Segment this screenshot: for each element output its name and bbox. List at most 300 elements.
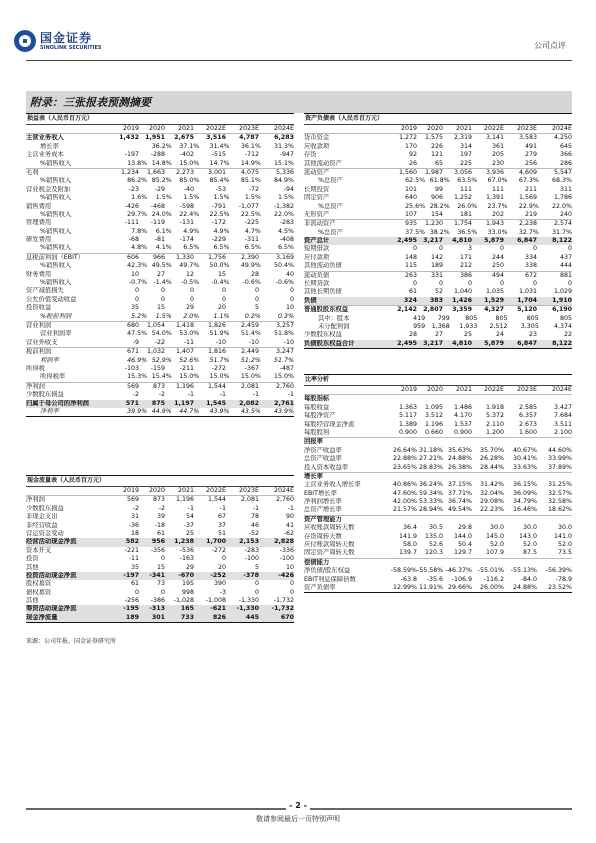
table-cell: 0 — [532, 280, 537, 288]
year-header-cell: 2022E — [205, 125, 226, 132]
table-row — [304, 464, 572, 472]
row-label: 资产减值损失 — [26, 287, 64, 295]
table-cell: 38.2% — [429, 228, 450, 236]
table-cell: 286 — [559, 159, 572, 167]
table-cell: 27.21% — [418, 455, 443, 463]
table-cell: 36.1% — [240, 142, 261, 150]
table-cell: 0 — [289, 588, 294, 596]
table-cell: 0 — [438, 245, 443, 253]
row-label: 每股净资产 — [304, 412, 336, 420]
table-row — [304, 151, 572, 159]
table-cell: -2 — [132, 391, 139, 399]
table-row — [26, 313, 294, 321]
table-cell: -22 — [154, 338, 165, 346]
table-cell: 256 — [524, 159, 537, 167]
table-cell: 0 — [532, 245, 537, 253]
table-cell: 35.63% — [447, 446, 472, 454]
table-cell: 0 — [289, 287, 294, 295]
table-cell — [472, 395, 504, 403]
table-cell: 826 — [212, 613, 226, 621]
table-cell: -63.8 — [400, 575, 417, 583]
row-label: 营业外收支 — [26, 338, 58, 346]
table-cell: 1,054 — [146, 321, 165, 329]
table-cell — [118, 143, 147, 151]
table-row — [304, 262, 572, 270]
row-label: 投资活动现金净流 — [26, 571, 77, 579]
table-cell — [386, 559, 417, 567]
row-label: 固定资产 — [304, 194, 330, 202]
table-cell: -103 — [124, 364, 139, 372]
table-row — [304, 506, 572, 514]
table-row — [304, 168, 572, 177]
row-label: 资产总计 — [304, 237, 330, 245]
table-cell: 1,544 — [207, 496, 226, 504]
table-cell: 171 — [459, 253, 472, 261]
table-cell: 1,560 — [398, 168, 417, 176]
ratio-analysis-table — [304, 374, 572, 593]
table-cell: -56.39% — [545, 567, 572, 575]
row-label: 流动资产 — [304, 168, 330, 176]
table-cell: 0 — [221, 555, 226, 563]
table-cell: 1,040 — [453, 288, 472, 296]
table-cell: 805 — [559, 314, 572, 322]
table-cell: -40 — [183, 185, 194, 193]
row-label: %销售收入 — [40, 177, 72, 185]
table-cell: 12.99% — [392, 583, 417, 591]
table-cell: 141.9 — [398, 532, 417, 540]
table-row — [26, 177, 294, 185]
table-cell: 1,529 — [484, 296, 504, 304]
table-cell: -598 — [179, 202, 194, 210]
table-cell: 59.34% — [418, 489, 443, 497]
table-row — [304, 576, 572, 584]
table-cell: -78.9 — [555, 575, 572, 583]
table-cell: 6.5% — [244, 244, 261, 252]
table-cell: -0.4% — [211, 279, 230, 287]
year-header-cell: 2024E — [273, 487, 294, 494]
table-cell: -288 — [150, 151, 165, 159]
table-cell: 2.110 — [485, 420, 504, 428]
table-cell: 1,756 — [207, 253, 226, 261]
row-label: 少数股东损益 — [26, 391, 64, 399]
row-label: 其他长期负债 — [304, 288, 342, 296]
page-header — [0, 0, 596, 62]
row-label: 其他 — [26, 597, 39, 605]
header-divider — [26, 60, 572, 61]
ratio-year-header — [304, 386, 572, 394]
table-cell: 15.0% — [209, 373, 230, 381]
table-cell — [504, 516, 537, 524]
table-cell: 85.0% — [179, 177, 200, 185]
table-row — [304, 549, 572, 557]
table-row — [304, 254, 572, 262]
table-cell: 22.9% — [518, 202, 539, 210]
table-cell: 43.9% — [273, 407, 294, 415]
table-cell: 437 — [559, 253, 572, 261]
table-cell: 22.5% — [209, 210, 230, 218]
table-cell: 32.7% — [518, 228, 539, 236]
table-cell: 1,704 — [517, 296, 537, 304]
table-cell: 1,910 — [552, 296, 572, 304]
table-cell: 35 — [130, 304, 139, 312]
table-row — [304, 472, 572, 481]
table-row — [304, 297, 572, 305]
table-cell: 44.9% — [151, 407, 172, 415]
table-cell: 51.4% — [240, 330, 261, 338]
table-cell — [417, 516, 443, 524]
table-cell: 1,544 — [207, 382, 226, 390]
table-cell — [443, 395, 472, 403]
table-row — [304, 412, 572, 420]
table-cell: 41 — [285, 521, 294, 529]
table-cell: 144.0 — [453, 532, 472, 540]
table-cell: 4.8% — [131, 244, 148, 252]
income-statement-table — [26, 113, 294, 417]
table-row — [26, 547, 294, 555]
table-cell: 1,032 — [146, 348, 165, 356]
table-cell: -81 — [154, 236, 165, 244]
header-spacer — [26, 125, 108, 133]
row-label: 净利润 — [26, 382, 45, 390]
table-cell: 4.7% — [244, 227, 261, 235]
table-cell: 12 — [185, 270, 194, 278]
table-cell: 52.0 — [522, 541, 537, 549]
table-cell: -1,077 — [238, 202, 259, 210]
table-row — [26, 287, 294, 295]
table-cell: 27 — [156, 270, 165, 278]
row-label: %销售收入 — [40, 244, 72, 252]
table-cell: 1,407 — [175, 348, 194, 356]
table-cell: -283 — [279, 219, 294, 227]
table-cell: 3,141 — [485, 134, 504, 142]
logo-name-en: SINOLINK SECURITIES — [40, 44, 102, 51]
table-cell: 10 — [130, 270, 139, 278]
table-cell: 1,029 — [553, 288, 572, 296]
table-cell: 15.0% — [179, 159, 200, 167]
table-cell: 2.673 — [518, 420, 537, 428]
table-cell: 52.6 — [428, 541, 443, 549]
table-row — [26, 522, 294, 530]
table-cell: 61 — [408, 288, 417, 296]
row-label: 回报率 — [304, 438, 323, 446]
table-cell: 15 — [156, 304, 165, 312]
table-cell: 170 — [404, 142, 417, 150]
row-label: 资产管理能力 — [304, 515, 342, 523]
table-cell: 54.0% — [151, 330, 172, 338]
table-cell: 67.3% — [518, 177, 539, 185]
row-label: 负债 — [304, 296, 317, 304]
table-cell: 36.5% — [457, 228, 478, 236]
table-cell: 1,391 — [485, 194, 504, 202]
table-cell: 1.389 — [398, 420, 417, 428]
table-cell: 0 — [134, 588, 139, 596]
table-cell: -252 — [210, 571, 226, 579]
table-cell: 1,035 — [485, 288, 504, 296]
table-cell: 0 — [160, 555, 165, 563]
table-cell: 53.0% — [179, 330, 200, 338]
row-label: 投入资本收益率 — [304, 463, 349, 471]
table-row — [304, 280, 572, 288]
table-cell: 338 — [524, 262, 537, 270]
table-cell: 334 — [524, 253, 537, 261]
table-cell — [443, 473, 472, 481]
table-cell: 2,828 — [274, 538, 294, 546]
table-cell: 0.900 — [453, 428, 472, 436]
table-cell: -1 — [252, 391, 259, 399]
table-cell: 22.4% — [179, 210, 200, 218]
table-cell: 2,495 — [397, 237, 417, 245]
row-label: 股权募资 — [26, 580, 52, 588]
table-cell: 1.196 — [424, 420, 443, 428]
table-cell: 22 — [563, 331, 572, 339]
table-cell: 0 — [254, 588, 259, 596]
table-cell: -58.59% — [390, 567, 417, 575]
table-cell: 5.117 — [398, 412, 417, 420]
row-label: 应收款项 — [304, 142, 330, 150]
table-cell: 6.1% — [155, 227, 172, 235]
table-cell: 25 — [185, 529, 194, 537]
table-cell: 444 — [559, 262, 572, 270]
table-cell: 36.4 — [402, 524, 417, 532]
table-cell: 51.2% — [240, 356, 261, 364]
table-cell: 0 — [467, 280, 472, 288]
appendix-banner — [26, 91, 572, 113]
table-cell — [504, 473, 537, 481]
table-cell: 15 — [156, 563, 165, 571]
row-label: 长期投资 — [304, 185, 330, 193]
table-row — [304, 271, 572, 280]
row-label: 债权募资 — [26, 588, 52, 596]
table-cell: 15.4% — [151, 373, 172, 381]
table-cell: 15.0% — [240, 373, 261, 381]
table-cell: 1,700 — [206, 538, 226, 546]
table-cell: 5.372 — [485, 412, 504, 420]
year-header-cell: 2019 — [400, 125, 417, 132]
table-cell: -163 — [179, 555, 194, 563]
table-cell: 28 — [250, 270, 259, 278]
table-cell: 491 — [524, 142, 537, 150]
table-cell: 15 — [217, 270, 226, 278]
row-label: %销售收入 — [40, 279, 72, 287]
row-label: 公允价值变动收益 — [26, 295, 77, 303]
table-cell: -1 — [187, 391, 194, 399]
row-label: EBIT利息保障倍数 — [304, 575, 356, 583]
table-cell: 25.6% — [405, 202, 426, 210]
table-row — [304, 490, 572, 498]
table-row — [304, 211, 572, 219]
table-cell: 324 — [403, 296, 417, 304]
row-label: 存货周转天数 — [304, 532, 342, 540]
table-cell: 26.28% — [479, 455, 504, 463]
table-row — [26, 228, 294, 236]
balance-sheet-table — [304, 113, 572, 349]
table-cell — [537, 395, 572, 403]
table-cell: -1.4% — [153, 279, 172, 287]
row-label: 其他 — [26, 563, 39, 571]
table-cell: 0 — [254, 580, 259, 588]
table-cell: 31.3% — [273, 142, 294, 150]
table-cell: 36.74% — [447, 498, 472, 506]
table-cell: 1,987 — [424, 168, 443, 176]
table-cell — [443, 559, 472, 567]
table-cell: -197 — [124, 151, 139, 159]
table-cell: 28.94% — [418, 506, 443, 514]
table-cell: 1,816 — [207, 348, 226, 356]
table-cell: 225 — [459, 159, 472, 167]
table-cell: -272 — [211, 546, 226, 554]
table-cell: 2,153 — [239, 538, 259, 546]
table-cell: 0.2% — [244, 312, 261, 320]
table-cell: 3,257 — [275, 321, 294, 329]
table-cell: 314 — [459, 142, 472, 150]
table-cell: 383 — [429, 296, 443, 304]
table-cell: 2.585 — [518, 403, 537, 411]
row-label: 净利润 — [26, 496, 45, 504]
table-cell: 219 — [524, 210, 537, 218]
table-cell: 31.42% — [479, 481, 504, 489]
table-cell: 28.44% — [479, 463, 504, 471]
table-cell: -2 — [158, 391, 165, 399]
table-cell: 2,495 — [397, 339, 417, 347]
row-label: EBIT增长率 — [304, 489, 337, 497]
table-row — [26, 495, 294, 504]
table-cell: 23.65% — [392, 463, 417, 471]
table-cell: 680 — [126, 321, 139, 329]
table-cell: 28.2% — [429, 202, 450, 210]
table-cell: 30.0 — [557, 524, 572, 532]
row-label: 少数股东损益 — [26, 504, 64, 512]
table-cell: 31.4% — [209, 142, 230, 150]
table-cell: 1.1% — [213, 312, 230, 320]
table-cell: -0.7% — [128, 279, 148, 287]
table-cell: 0 — [499, 245, 504, 253]
table-cell: 211 — [524, 185, 537, 193]
table-cell: 2,760 — [275, 382, 294, 390]
table-cell: 3,936 — [485, 168, 504, 176]
year-header-cell: 2022E — [483, 386, 504, 393]
row-label: 财务费用 — [26, 270, 52, 278]
table-row — [304, 524, 572, 532]
table-cell: -1 — [219, 504, 226, 512]
cf-year-header — [26, 487, 294, 495]
table-row — [304, 498, 572, 506]
table-cell: 4.9% — [213, 227, 230, 235]
table-cell: -46.37% — [445, 567, 472, 575]
table-cell: 29 — [185, 304, 194, 312]
table-cell: -18 — [154, 521, 165, 529]
table-row — [26, 530, 294, 538]
table-cell: 3,359 — [452, 306, 472, 314]
table-cell: 25 — [463, 331, 472, 339]
table-cell: 142 — [430, 253, 443, 261]
table-cell: -313 — [149, 605, 165, 613]
table-cell: 331 — [430, 271, 443, 279]
table-cell: 0.660 — [424, 428, 443, 436]
table-cell: -221 — [124, 546, 139, 554]
table-row — [26, 339, 294, 347]
table-cell: 24.0% — [151, 210, 172, 218]
table-cell: 2,142 — [397, 306, 417, 314]
table-cell: 61.8% — [429, 177, 450, 185]
table-cell: 1.537 — [453, 420, 472, 428]
table-cell: -367 — [244, 364, 259, 372]
table-row — [304, 133, 572, 142]
row-label: %总资产 — [318, 228, 343, 236]
table-cell: 2.0% — [183, 312, 200, 320]
table-row — [304, 404, 572, 412]
table-cell: -52 — [248, 529, 259, 537]
table-cell: -100 — [244, 555, 259, 563]
table-cell: 1,418 — [175, 321, 194, 329]
table-cell: 43.5% — [240, 407, 261, 415]
table-cell: 672 — [524, 271, 537, 279]
table-cell: 6,283 — [274, 134, 294, 142]
table-cell: 3 — [467, 245, 472, 253]
table-cell: 24.88% — [447, 455, 472, 463]
table-cell: -256 — [124, 597, 139, 605]
table-cell: 21.57% — [392, 506, 417, 514]
table-cell: -11 — [183, 338, 194, 346]
table-cell: 8,122 — [552, 339, 572, 347]
table-cell: 1,031 — [518, 288, 537, 296]
year-header-cell: 2023E — [516, 125, 537, 132]
row-label: 所得税 — [26, 364, 45, 372]
table-cell: 0 — [189, 295, 194, 303]
row-label: 每股指标 — [304, 395, 330, 403]
table-cell: 52 — [434, 288, 443, 296]
table-cell: 230 — [491, 159, 504, 167]
table-cell: 16.46% — [512, 506, 537, 514]
table-cell: 29 — [185, 563, 194, 571]
table-cell: 906 — [430, 194, 443, 202]
table-cell: 1.5% — [244, 194, 261, 202]
table-cell: 2,459 — [240, 321, 259, 329]
table-row — [26, 408, 294, 417]
row-label: 营业税金及附加 — [26, 185, 71, 193]
source-note: 来源：公司年报，国金证券研究所 — [26, 638, 117, 645]
table-cell: 44.7% — [179, 407, 200, 415]
row-label: 非经营收益 — [26, 521, 58, 529]
table-row — [304, 533, 572, 541]
table-cell: 0 — [289, 580, 294, 588]
table-cell: 0 — [254, 295, 259, 303]
table-cell: 419 — [413, 314, 426, 322]
table-cell — [537, 438, 572, 446]
logo-name-cn: 国金证券 — [40, 30, 93, 45]
table-cell: 111 — [491, 185, 504, 193]
table-cell: 279 — [524, 151, 537, 159]
table-cell: 181 — [459, 210, 472, 218]
table-cell: -536 — [179, 546, 194, 554]
table-cell: 0 — [567, 280, 572, 288]
table-cell: 35 — [130, 563, 139, 571]
table-cell: 2,390 — [240, 253, 259, 261]
table-cell: -29 — [154, 185, 165, 193]
table-cell: 671 — [126, 348, 139, 356]
table-cell: 873 — [152, 496, 165, 504]
table-cell: 24.88% — [512, 583, 537, 591]
table-cell: 5 — [254, 563, 259, 571]
row-label: %销售收入 — [40, 210, 72, 218]
table-cell — [386, 395, 417, 403]
company-logo — [14, 30, 102, 52]
table-cell: 6,847 — [517, 237, 537, 245]
table-cell: 30.5 — [428, 524, 443, 532]
row-label: 税前利润 — [26, 348, 52, 356]
table-cell: 1,663 — [146, 168, 165, 176]
row-label: 每股经营现金净流 — [304, 420, 355, 428]
table-cell: -468 — [150, 202, 165, 210]
